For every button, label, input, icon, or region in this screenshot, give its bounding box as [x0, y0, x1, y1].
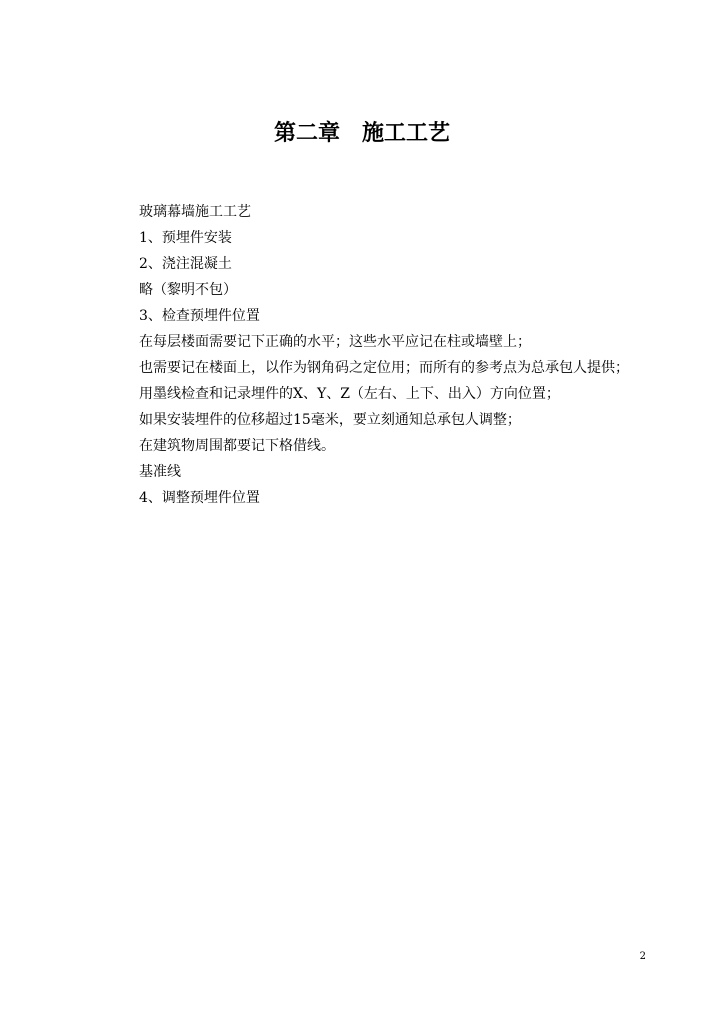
body-text [139, 199, 644, 511]
paragraph-line-level-marking: 在每层楼面需要记下正确的水平；这些水平应记在柱或墙壁上； [139, 334, 531, 350]
step-2-note: 略（黎明不包） [139, 282, 237, 298]
paragraph-line-grid-lines: 在建筑物周围都要记下格借线。 [139, 438, 335, 454]
paragraph-line-ink-line-check: 用墨线检查和记录埋件的X、Y、Z（左右、上下、出入）方向位置； [139, 386, 560, 402]
paragraph-line-displacement-notice: 如果安装埋件的位移超过15毫米，要立刻通知总承包人调整； [139, 412, 521, 428]
page-number: 2 [639, 951, 646, 962]
chapter-title: 第二章 施工工艺 [273, 121, 450, 146]
paragraph-line-floor-reference: 也需要记在楼面上，以作为钢角码之定位用；而所有的参考点为总承包人提供； [139, 360, 629, 376]
section-heading-glass-curtain-wall: 玻璃幕墙施工工艺 [139, 204, 251, 220]
datum-line-heading: 基准线 [139, 464, 181, 480]
step-3-check-embedded-parts-position: 3、检查预埋件位置 [139, 308, 260, 324]
step-4-adjust-embedded-parts: 4、调整预埋件位置 [139, 490, 260, 506]
step-1-embedded-parts-installation: 1、预埋件安装 [139, 230, 232, 246]
step-2-pour-concrete: 2、浇注混凝土 [139, 256, 232, 272]
